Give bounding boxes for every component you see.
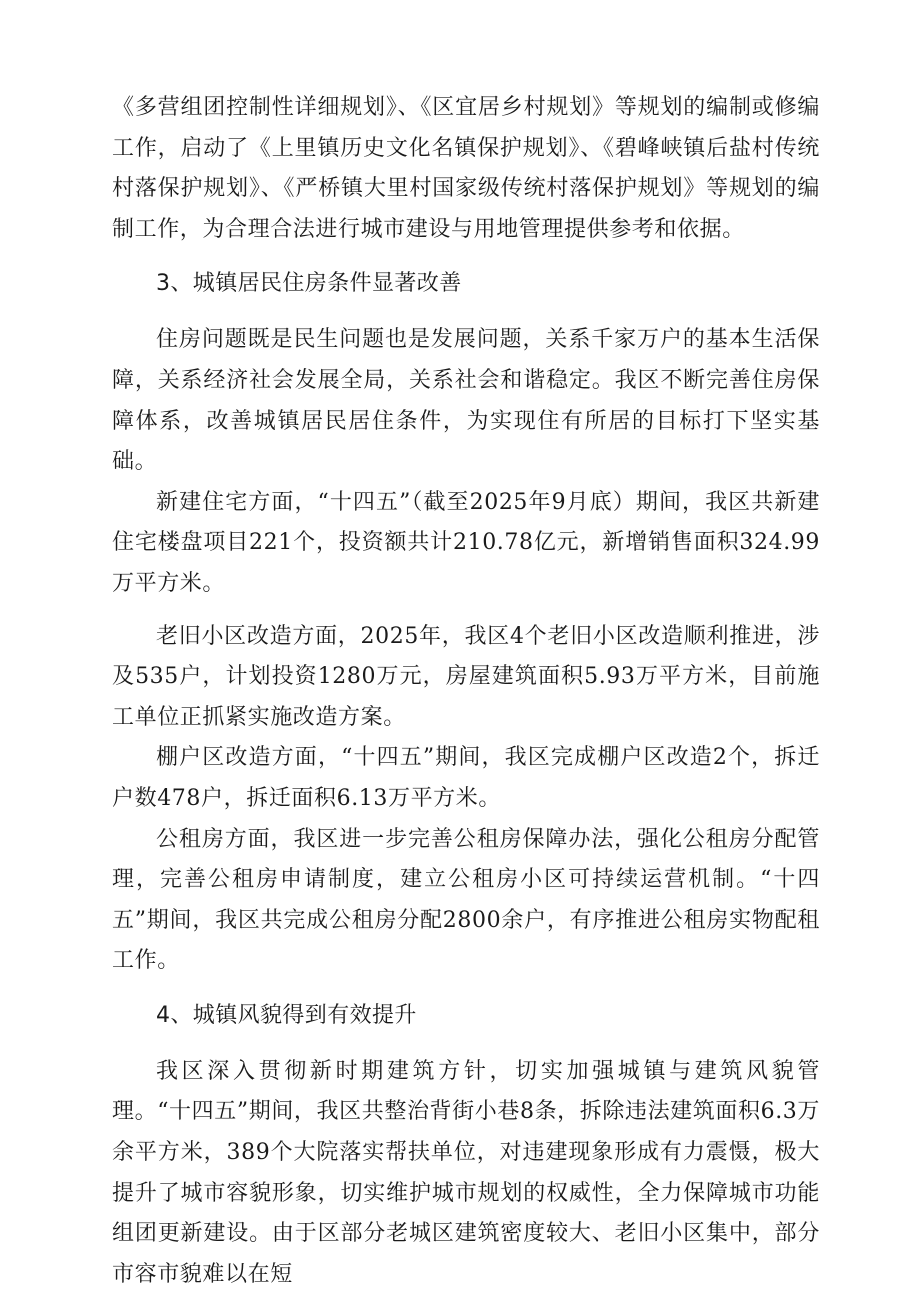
paragraph-new-housing: 新建住宅方面，“十四五”（截至2025年9月底）期间，我区共新建住宅楼盘项目221个，投资额共计210.78亿元，新增销售面积324.99万平方米。 — [112, 489, 820, 596]
paragraph-old-community-renovation: 老旧小区改造方面，2025年，我区4个老旧小区改造顺利推进，涉及535户，计划投资1280万元，房屋建筑面积5.93万平方米，目前施工单位正抓紧实施改造方案。 — [112, 623, 820, 730]
section-heading-townscape: 4、城镇风貌得到有效提升 — [156, 1002, 417, 1028]
section-heading-housing: 3、城镇居民住房条件显著改善 — [156, 271, 462, 297]
paragraph-housing-intro: 住房问题既是民生问题也是发展问题，关系千家万户的基本生活保障，关系经济社会发展全局，关系社会和谐稳定。我区不断完善住房保障体系，改善城镇居民居住条件，为实现住有所居的目标打下坚实基础。 — [112, 327, 820, 475]
paragraph-townscape: 我区深入贯彻新时期建筑方针，切实加强城镇与建筑风貌管理。“十四五”期间，我区共整治背街小巷8条，拆除违法建筑面积6.3万余平方米，389个大院落实帮扶单位，对违建现象形成有力震慑，极大提升了城市容貌形象，切实维护城市规划的权威性，全力保障城市功能组团更新建设。由于区部分老城区建筑密度较大、老旧小区集中，部分市容市貌难以在短 — [112, 1058, 820, 1287]
paragraph-public-rental-housing: 公租房方面，我区进一步完善公租房保障办法，强化公租房分配管理，完善公租房申请制度，建立公租房小区可持续运营机制。“十四五”期间，我区共完成公租房分配2800余户，有序推进公租房实物配租工作。 — [112, 826, 820, 974]
document-body — [112, 88, 820, 1295]
paragraph-planning-continued: 《多营组团控制性详细规划》、《区宜居乡村规划》等规划的编制或修编工作，启动了《上里镇历史文化名镇保护规划》、《碧峰峡镇后盐村传统村落保护规划》、《严桥镇大里村国家级传统村落保护规划》等规划的编制工作，为合理合法进行城市建设与用地管理提供参考和依据。 — [112, 95, 820, 242]
paragraph-shantytown-renovation: 棚户区改造方面，“十四五”期间，我区完成棚户区改造2个，拆迁户数478户，拆迁面积6.13万平方米。 — [112, 745, 820, 811]
